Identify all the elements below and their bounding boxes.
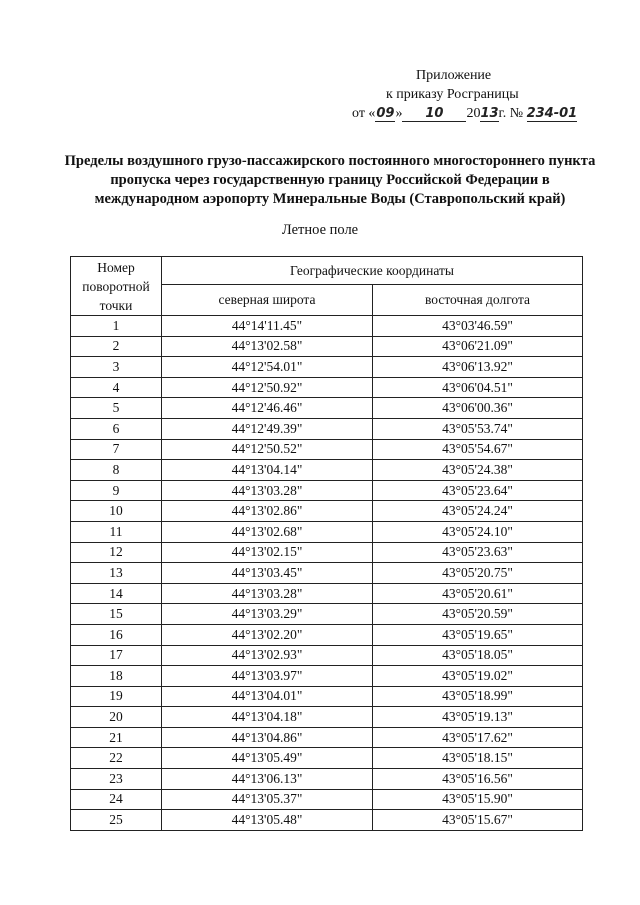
longitude-cell: 43°05'18.15" [373,748,583,769]
date-year-suffix: 13 [480,106,499,121]
latitude-cell: 44°13'05.48" [162,810,373,831]
table-row [71,624,583,645]
longitude-cell: 43°05'18.05" [373,645,583,666]
longitude-cell: 43°05'24.38" [373,460,583,481]
point-number-cell: 9 [71,480,162,501]
latitude-cell: 44°13'06.13" [162,769,373,790]
longitude-cell: 43°05'24.10" [373,521,583,542]
table-row [71,810,583,831]
coordinates-table [70,256,583,831]
table-row [71,316,583,337]
point-number-cell: 23 [71,769,162,790]
longitude-cell: 43°06'13.92" [373,357,583,378]
point-number-cell: 6 [71,418,162,439]
table-row [71,398,583,419]
date-month: 10 [402,107,466,122]
appendix-label: Приложение [416,68,492,83]
point-number-cell: 1 [71,316,162,337]
table-row [71,748,583,769]
longitude-cell: 43°05'16.56" [373,769,583,790]
appendix-order-ref: к приказу Росграницы [386,87,519,102]
latitude-cell: 44°12'46.46" [162,398,373,419]
table-row [71,789,583,810]
table-row [71,769,583,790]
point-number-cell: 3 [71,357,162,378]
order-number-label: г. № [498,106,524,121]
latitude-cell: 44°13'02.68" [162,521,373,542]
point-number-cell: 4 [71,377,162,398]
point-number-cell: 10 [71,501,162,522]
latitude-cell: 44°13'03.28" [162,480,373,501]
point-number-cell: 17 [71,645,162,666]
latitude-cell: 44°13'02.93" [162,645,373,666]
point-number-cell: 5 [71,398,162,419]
longitude-cell: 43°06'21.09" [373,336,583,357]
latitude-cell: 44°13'02.15" [162,542,373,563]
latitude-cell: 44°13'02.58" [162,336,373,357]
point-number-cell: 25 [71,810,162,831]
longitude-cell: 43°05'20.59" [373,604,583,625]
longitude-cell: 43°05'17.62" [373,727,583,748]
latitude-cell: 44°13'04.18" [162,707,373,728]
point-number-cell: 13 [71,563,162,584]
table-row [71,645,583,666]
order-number: 234-01 [526,106,578,121]
table-row [71,357,583,378]
latitude-cell: 44°13'02.20" [162,624,373,645]
point-number-cell: 11 [71,521,162,542]
latitude-cell: 44°13'04.01" [162,686,373,707]
latitude-cell: 44°13'03.29" [162,604,373,625]
table-body [71,316,583,831]
longitude-cell: 43°05'54.67" [373,439,583,460]
table-row [71,460,583,481]
header-point-number: Номер поворотной точки [71,257,162,316]
point-number-cell: 24 [71,789,162,810]
longitude-cell: 43°05'19.02" [373,666,583,687]
latitude-cell: 44°13'04.86" [162,727,373,748]
longitude-cell: 43°05'19.13" [373,707,583,728]
latitude-cell: 44°13'04.14" [162,460,373,481]
longitude-cell: 43°06'04.51" [373,377,583,398]
latitude-cell: 44°13'03.97" [162,666,373,687]
latitude-cell: 44°13'05.49" [162,748,373,769]
table-row [71,604,583,625]
point-number-cell: 21 [71,727,162,748]
latitude-cell: 44°13'02.86" [162,501,373,522]
point-number-cell: 22 [71,748,162,769]
table-row [71,336,583,357]
longitude-cell: 43°06'00.36" [373,398,583,419]
date-separator: » [395,106,403,121]
document-title: Пределы воздушного грузо-пассажирского постоянного многостороннего пункта пропуска через государственную границу Российской Федерации в международном аэропорту Минеральные Воды (Ставропольский край) [64,153,596,207]
latitude-cell: 44°14'11.45" [162,316,373,337]
date-prefix: от « [352,106,376,121]
header-latitude: северная широта [162,285,373,316]
point-number-cell: 8 [71,460,162,481]
longitude-cell: 43°05'18.99" [373,686,583,707]
table-row [71,418,583,439]
longitude-cell: 43°05'23.64" [373,480,583,501]
longitude-cell: 43°05'53.74" [373,418,583,439]
longitude-cell: 43°05'19.65" [373,624,583,645]
latitude-cell: 44°13'03.28" [162,583,373,604]
table-row [71,521,583,542]
point-number-cell: 20 [71,707,162,728]
table-row [71,583,583,604]
header-geo-coords: Географические координаты [162,257,583,285]
longitude-cell: 43°05'23.63" [373,542,583,563]
longitude-cell: 43°03'46.59" [373,316,583,337]
table-row [71,439,583,460]
latitude-cell: 44°13'05.37" [162,789,373,810]
document-subtitle: Летное поле [281,222,359,238]
table-row [71,480,583,501]
appendix-date-line [352,104,577,123]
table-row [71,666,583,687]
point-number-cell: 16 [71,624,162,645]
table-row [71,563,583,584]
latitude-cell: 44°12'50.52" [162,439,373,460]
point-number-cell: 12 [71,542,162,563]
longitude-cell: 43°05'20.75" [373,563,583,584]
point-number-cell: 19 [71,686,162,707]
latitude-cell: 44°12'49.39" [162,418,373,439]
longitude-cell: 43°05'15.90" [373,789,583,810]
date-day: 09 [376,106,395,121]
longitude-cell: 43°05'24.24" [373,501,583,522]
point-number-cell: 15 [71,604,162,625]
point-number-cell: 14 [71,583,162,604]
table-row [71,377,583,398]
latitude-cell: 44°12'54.01" [162,357,373,378]
table-row [71,501,583,522]
table-row [71,686,583,707]
point-number-cell: 18 [71,666,162,687]
table-row [71,542,583,563]
longitude-cell: 43°05'20.61" [373,583,583,604]
table-row [71,707,583,728]
point-number-cell: 7 [71,439,162,460]
table-row [71,727,583,748]
point-number-cell: 2 [71,336,162,357]
date-year-prefix: 20 [466,106,481,121]
header-longitude: восточная долгота [373,285,583,316]
latitude-cell: 44°12'50.92" [162,377,373,398]
latitude-cell: 44°13'03.45" [162,563,373,584]
longitude-cell: 43°05'15.67" [373,810,583,831]
